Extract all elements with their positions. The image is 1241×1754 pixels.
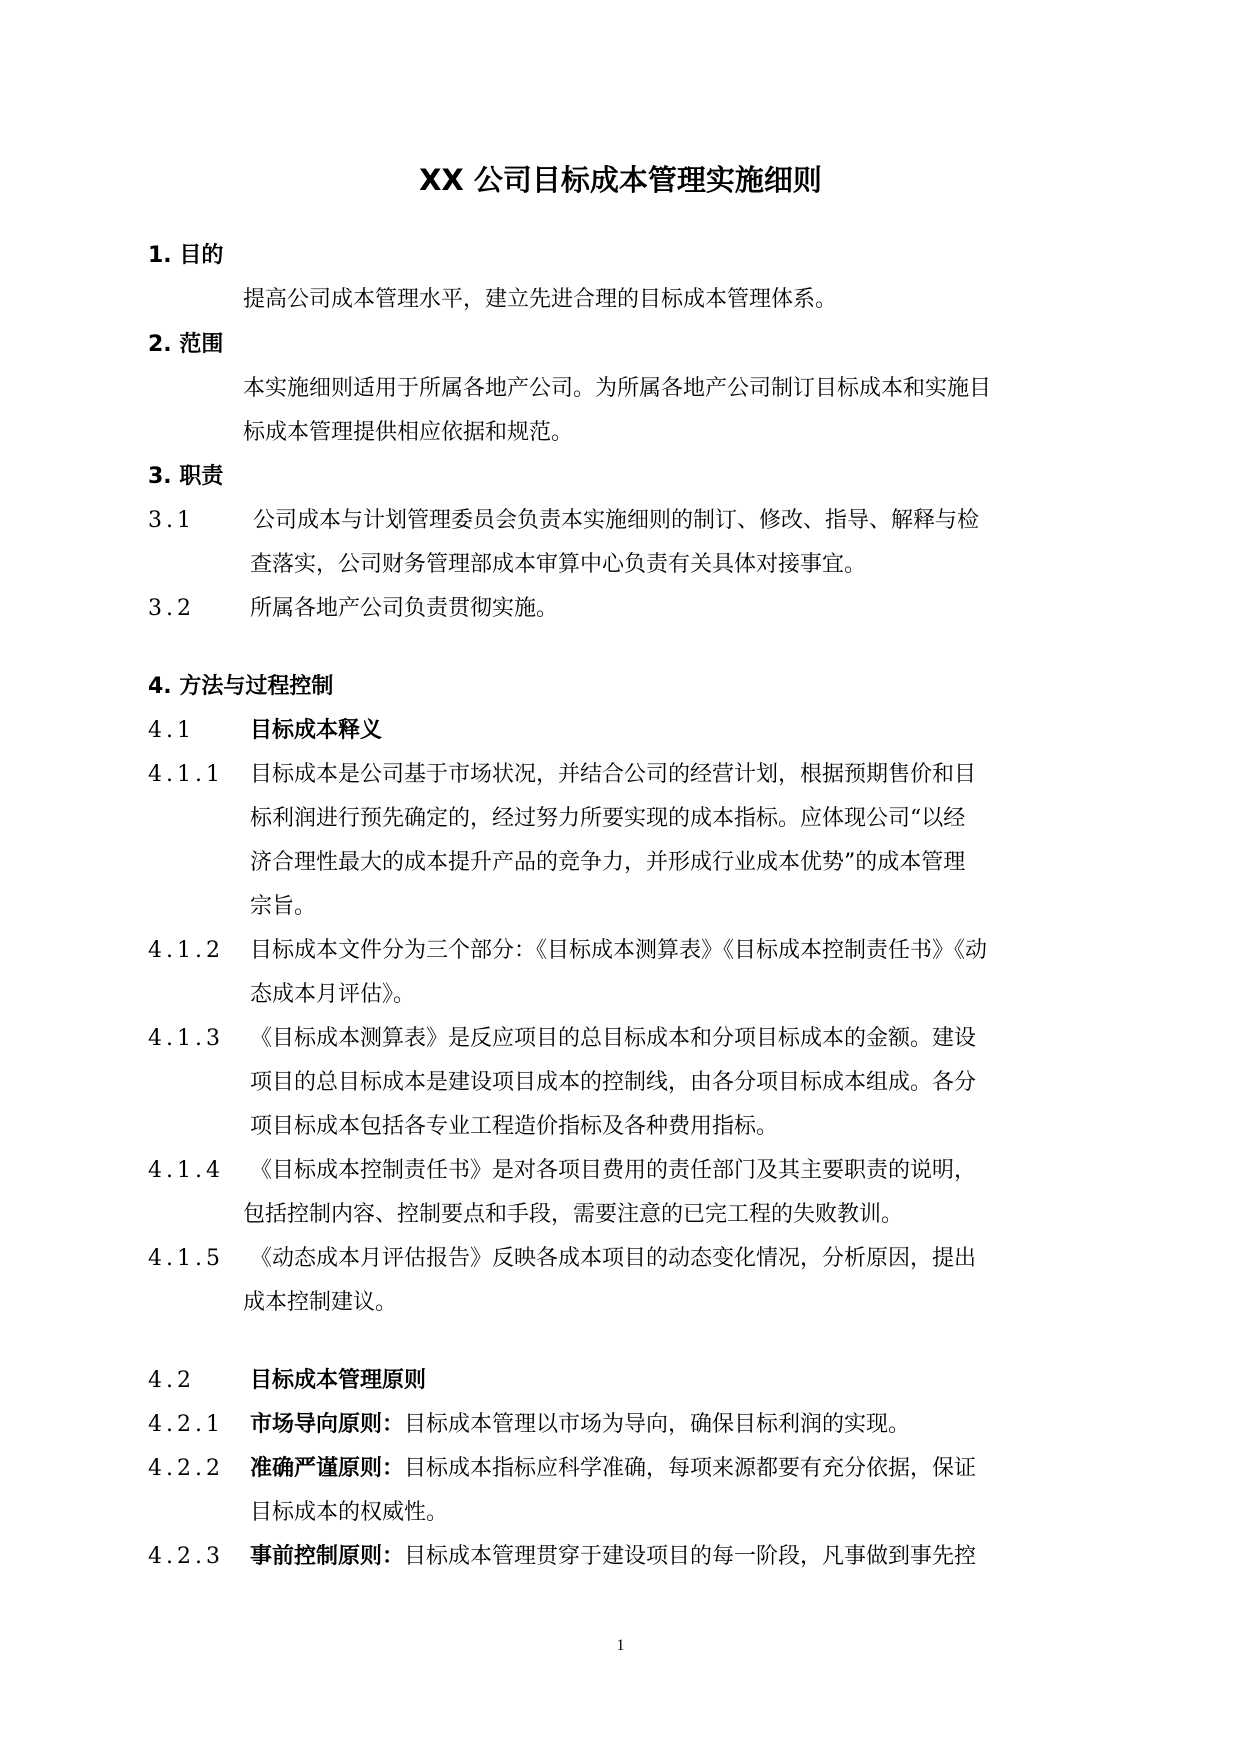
item-text-line: 成本控制建议。 — [243, 1290, 398, 1315]
item-text-line: 目标成本是公司基于市场状况，并结合公司的经营计划，根据预期售价和目 — [250, 762, 977, 787]
item-text-line: 标利润进行预先确定的，经过努力所要实现的成本指标。应体现公司“以经 — [250, 806, 966, 831]
section-2-text-line: 本实施细则适用于所属各地产公司。为所属各地产公司制订目标成本和实施目 — [243, 376, 992, 401]
item-number: 4.1.2 — [148, 938, 224, 963]
principle-text: 目标成本管理以市场为导向，确保目标利润的实现。 — [404, 1412, 911, 1437]
section-2-heading: 2. 范围 — [148, 332, 224, 357]
subsection-number: 4.1 — [148, 718, 195, 743]
page-number: 1 — [616, 1637, 625, 1654]
principle-label: 市场导向原则： — [250, 1412, 405, 1437]
subsection-heading: 目标成本管理原则 — [250, 1368, 427, 1393]
item-text-line: 《目标成本测算表》是反应项目的总目标成本和分项目标成本的金额。建设 — [250, 1026, 977, 1051]
subsection-number: 4.2 — [148, 1368, 195, 1393]
item-text-line: 态成本月评估》。 — [250, 982, 416, 1007]
section-2-text-line: 标成本管理提供相应依据和规范。 — [243, 420, 574, 445]
item-text-line: 《动态成本月评估报告》反映各成本项目的动态变化情况，分析原因，提出 — [250, 1246, 977, 1271]
principle-label: 准确严谨原则： — [250, 1456, 405, 1481]
item-number: 3.1 — [148, 508, 195, 533]
item-text-line — [250, 1410, 910, 1440]
item-text-line: 目标成本的权威性。 — [250, 1500, 449, 1525]
section-1-heading: 1. 目的 — [148, 243, 224, 268]
item-number: 4.2.2 — [148, 1456, 224, 1481]
section-3-heading: 3. 职责 — [148, 464, 224, 489]
principle-label: 事前控制原则： — [250, 1544, 405, 1569]
item-text-line: 济合理性最大的成本提升产品的竞争力，并形成行业成本优势”的成本管理 — [250, 850, 966, 875]
item-text-line: 包括控制内容、控制要点和手段，需要注意的已完工程的失败教训。 — [243, 1202, 904, 1227]
item-number: 4.1.5 — [148, 1246, 224, 1271]
item-number: 3.2 — [148, 596, 195, 621]
item-text-line: 所属各地产公司负责贯彻实施。 — [250, 596, 559, 621]
section-1-text: 提高公司成本管理水平，建立先进合理的目标成本管理体系。 — [243, 287, 838, 312]
item-number: 4.1.3 — [148, 1026, 224, 1051]
item-number: 4.1.4 — [148, 1158, 224, 1183]
item-number: 4.2.1 — [148, 1412, 224, 1437]
item-text-line — [250, 1542, 976, 1572]
principle-text: 目标成本管理贯穿于建设项目的每一阶段，凡事做到事先控 — [404, 1544, 977, 1569]
item-text-line: 宗旨。 — [250, 894, 317, 919]
principle-text: 目标成本指标应科学准确，每项来源都要有充分依据，保证 — [404, 1456, 977, 1481]
section-4-heading: 4. 方法与过程控制 — [148, 674, 334, 699]
item-number: 4.2.3 — [148, 1544, 224, 1569]
subsection-heading: 目标成本释义 — [250, 718, 383, 743]
document-title: XX 公司目标成本管理实施细则 — [419, 163, 822, 197]
item-text-line — [250, 1454, 976, 1484]
item-text-line: 项目的总目标成本是建设项目成本的控制线，由各分项目标成本组成。各分 — [250, 1070, 977, 1095]
item-text-line: 《目标成本控制责任书》是对各项目费用的责任部门及其主要职责的说明， — [250, 1158, 977, 1183]
item-text-line: 项目标成本包括各专业工程造价指标及各种费用指标。 — [250, 1114, 779, 1139]
item-text-line: 查落实，公司财务管理部成本审算中心负责有关具体对接事宜。 — [250, 552, 867, 577]
item-text-line: 目标成本文件分为三个部分：《目标成本测算表》《目标成本控制责任书》《动 — [250, 938, 988, 963]
item-number: 4.1.1 — [148, 762, 224, 787]
item-text-line: 公司成本与计划管理委员会负责本实施细则的制订、修改、指导、解释与检 — [253, 508, 980, 533]
